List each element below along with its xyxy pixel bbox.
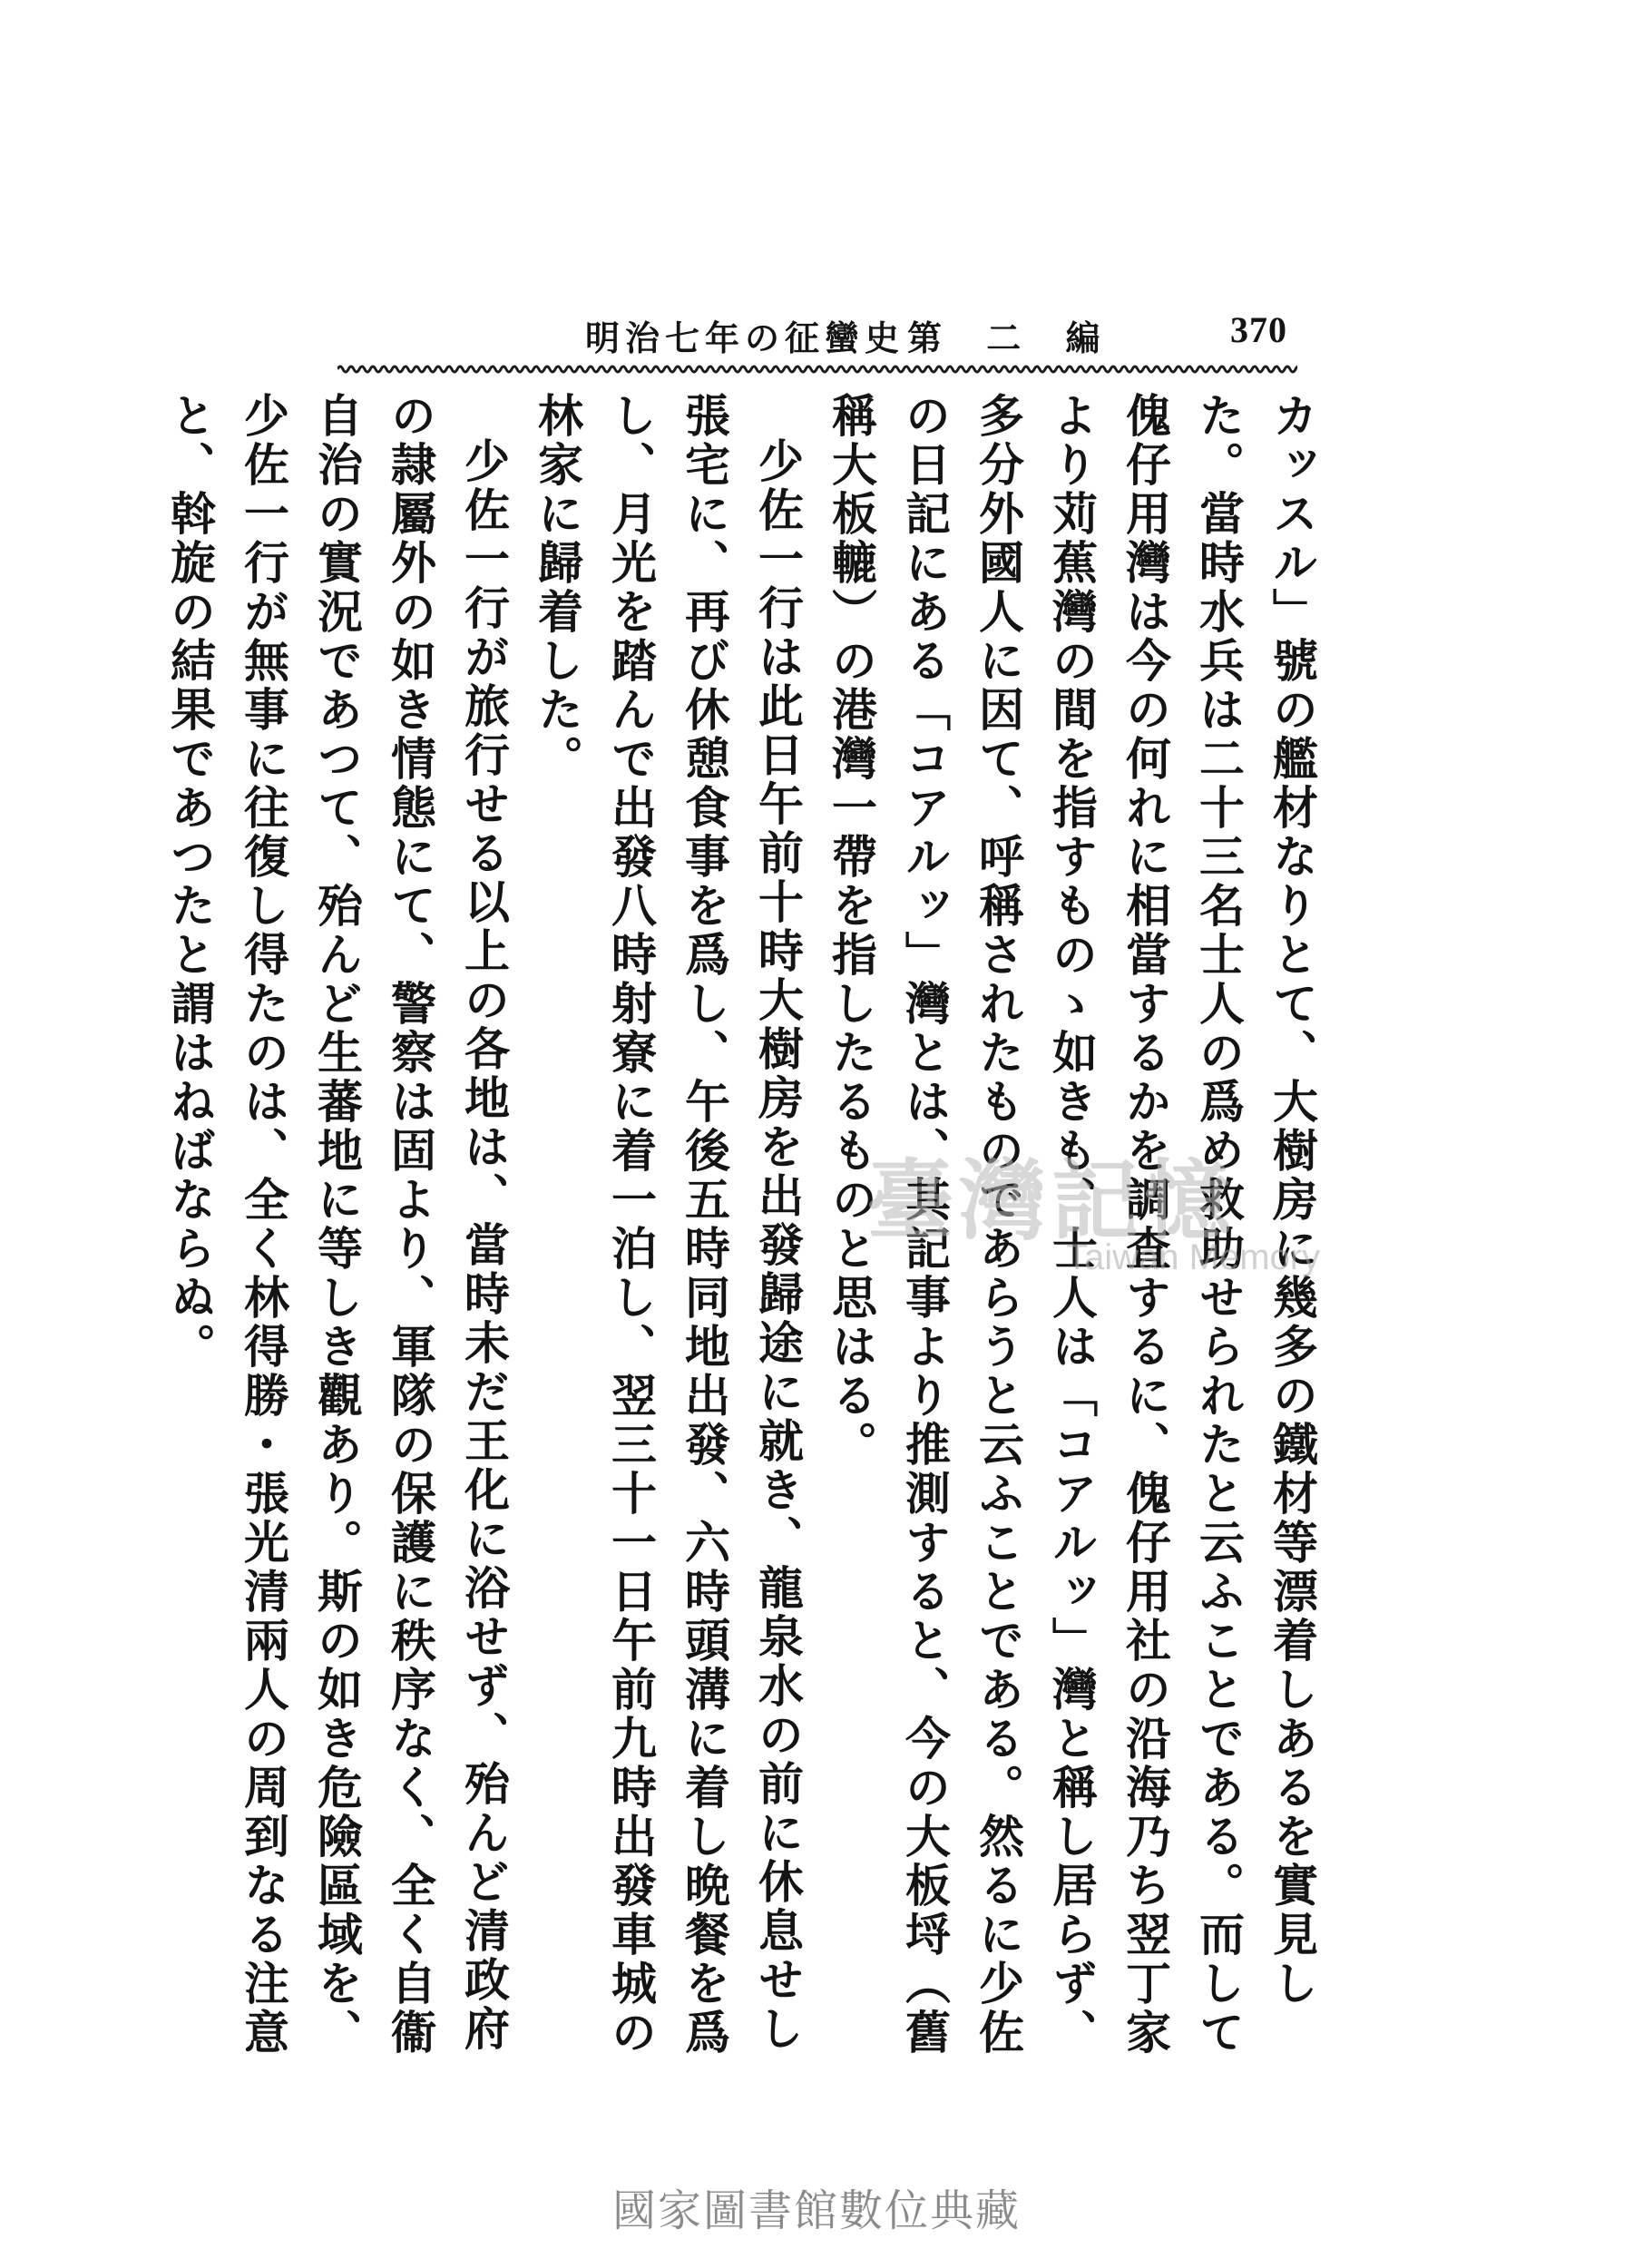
body-text xyxy=(163,392,1329,2079)
archive-footer: 國家圖書館數位典藏 xyxy=(611,2185,1021,2236)
running-head-chapter: 第 二 編 xyxy=(907,318,1117,358)
header-wavy-rule xyxy=(337,363,1297,376)
watermark-logo: 臺灣記憶 xyxy=(866,1149,1237,1252)
running-head-title: 明治七年の征蠻史 xyxy=(585,318,905,358)
paragraph: 少佐一行が旅行せる以上の各地は、當時未だ王化に浴せず、殆んど清政府の隷屬外の如き情態にて、警察は固より、軍隊の保護に秩序なく、全く自衞自治の實況であつて、殆んど生蕃地に等しき觀あり。斯の如き危險區域を、少佐一行が無事に往復し得たのは、全く林得勝・張光清兩人の周到なる注意と、斡旋の結果であつたと謂はねばならぬ。 xyxy=(163,392,511,2058)
watermark-subtitle: Taiwan Memory xyxy=(1066,1237,1321,1277)
paragraph: カッスル」號の艦材なりとて、大樹房に幾多の鐵材等漂着しあるを實見した。當時水兵は二十三名士人の爲め救助せられたと云ふことである。而して傀仔用灣は今の何れに相當するかを調査するに、傀仔用社の沿海乃ち翌丁家より苅蕉灣の間を指すものゝ如きも、士人は「コアルッ」灣と稱し居らず、多分外國人に因て、呼稱されたものであらうと云ふことである。然るに少佐の日記にある「コアルッ」灣とは、其記事より推測すると、今の大板埒（舊稱大板轆）の港灣一帶を指したるものと思はる。 xyxy=(825,392,1319,2058)
page-number: 370 xyxy=(1230,309,1287,350)
paragraph: 少佐一行は此日午前十時大樹房を出發歸途に就き、龍泉水の前に休息せし張宅に、再び休憩食事を爲し、午後五時同地出發、六時頭溝に着し晩餐を爲し、月光を踏んで出發八時射寮に着一泊し、翌三十一日午前九時出發車城の林家に歸着した。 xyxy=(531,392,805,2058)
